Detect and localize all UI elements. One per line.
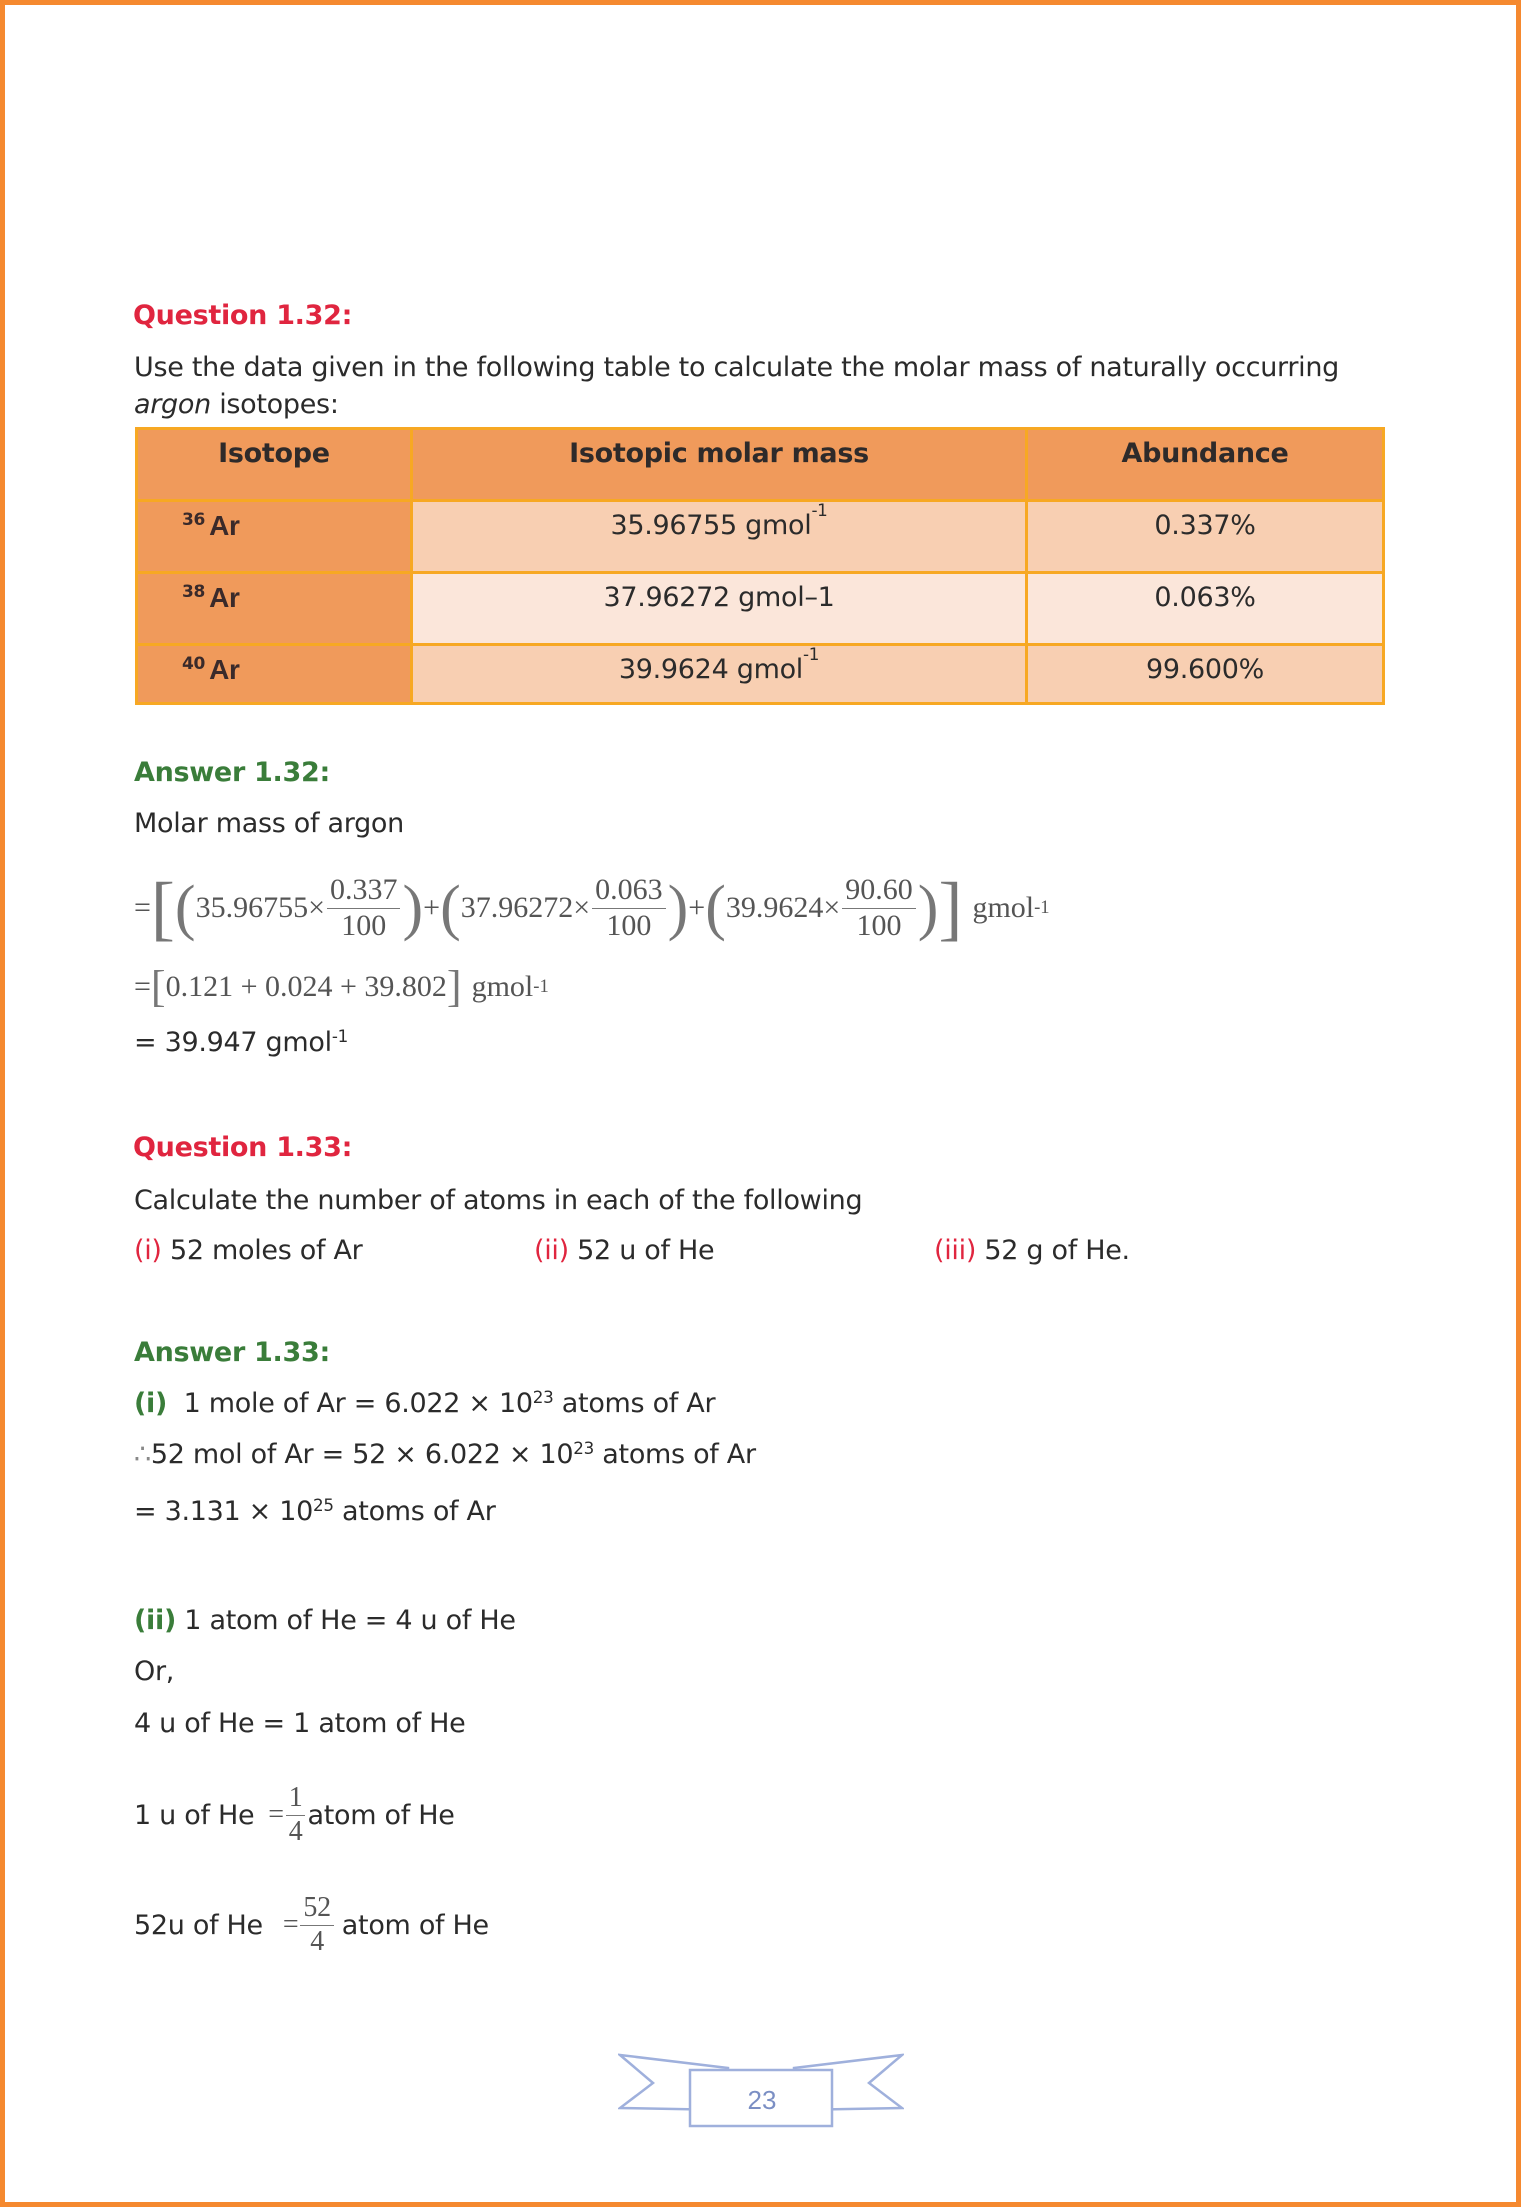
answer-1-33-ii-line5 bbox=[134, 1885, 489, 1965]
denominator: 100 bbox=[341, 908, 387, 942]
part-label: (iii) bbox=[934, 1235, 977, 1266]
term2-fraction bbox=[592, 873, 666, 943]
numerator: 90.60 bbox=[842, 873, 916, 909]
mass-number: 36 bbox=[182, 510, 206, 530]
times-sign: × bbox=[823, 891, 841, 924]
page-number: 23 bbox=[747, 2085, 777, 2115]
result-exponent: -1 bbox=[331, 1025, 348, 1046]
molar-mass-value: 37.96272 gmol–1 bbox=[603, 582, 835, 613]
fraction-one-quarter bbox=[286, 1782, 306, 1847]
line-text: 52 mol of Ar = 52 × 6.022 × 10 bbox=[150, 1439, 574, 1470]
table-row-3-isotope bbox=[138, 646, 410, 702]
term3-fraction bbox=[842, 873, 916, 943]
table-row-2-abundance: 0.063% bbox=[1028, 574, 1382, 643]
unit: gmol bbox=[471, 970, 534, 1003]
term2-mass: 37.96272 bbox=[460, 891, 574, 924]
fraction-52-over-4 bbox=[300, 1892, 333, 1957]
plus-sign: + bbox=[423, 891, 441, 924]
answer-1-33-ii-line3: 4 u of He = 1 atom of He bbox=[134, 1708, 466, 1739]
exponent: 23 bbox=[573, 1437, 594, 1458]
part-text: 52 g of He. bbox=[976, 1235, 1130, 1266]
answer-1-33-i-line2 bbox=[134, 1439, 756, 1470]
answer-1-33-heading: Answer 1.33: bbox=[134, 1337, 330, 1368]
numerator: 1 bbox=[286, 1782, 306, 1815]
open-bracket: [ bbox=[150, 962, 166, 1011]
table-header-isotope: Isotope bbox=[138, 430, 410, 499]
table-row-1-abundance: 0.337% bbox=[1028, 502, 1382, 571]
table-header-abundance: Abundance bbox=[1028, 430, 1382, 499]
equals-sign: = bbox=[134, 970, 151, 1003]
denominator: 4 bbox=[288, 1815, 303, 1847]
table-row-3-molar-mass: 39.9624 gmol -1 bbox=[413, 646, 1025, 702]
table-row-2-molar-mass bbox=[413, 574, 1025, 643]
numerator: 52 bbox=[300, 1892, 333, 1925]
question-1-33-heading: Question 1.33: bbox=[133, 1132, 353, 1163]
table-header-molar-mass: Isotopic molar mass bbox=[413, 430, 1025, 499]
numerator: 0.337 bbox=[327, 873, 401, 909]
molar-mass-value: 39.9624 gmol bbox=[618, 654, 803, 685]
close-paren: ) bbox=[667, 874, 689, 942]
sum-terms: 0.121 + 0.024 + 39.802 bbox=[165, 970, 447, 1003]
line-text: 1 mole of Ar = 6.022 × 10 bbox=[167, 1388, 533, 1419]
question-1-33-part-ii bbox=[534, 1235, 714, 1266]
line-text: 1 u of He bbox=[134, 1799, 255, 1831]
term3-mass: 39.9624 bbox=[725, 891, 824, 924]
question-1-32-text-line2 bbox=[134, 389, 339, 420]
exponent: 23 bbox=[532, 1386, 554, 1407]
molar-mass-value: 35.96755 gmol bbox=[610, 510, 812, 541]
line-text: atom of He bbox=[307, 1799, 455, 1831]
term1-mass: 35.96755 bbox=[195, 891, 309, 924]
open-paren: ( bbox=[174, 874, 196, 942]
answer-1-32-line1: Molar mass of argon bbox=[134, 808, 404, 839]
part-text: 52 moles of Ar bbox=[161, 1235, 363, 1266]
element-symbol: Ar bbox=[209, 654, 240, 685]
answer-1-32-result bbox=[134, 1027, 348, 1058]
isotope-table bbox=[135, 427, 1385, 705]
times-sign: × bbox=[308, 891, 325, 924]
line-text: atoms of Ar bbox=[553, 1388, 716, 1419]
times-sign: × bbox=[573, 891, 591, 924]
close-paren: ) bbox=[402, 874, 424, 942]
open-paren: ( bbox=[705, 874, 726, 942]
exponent: 25 bbox=[313, 1494, 334, 1515]
result-value: = 39.947 gmol bbox=[134, 1027, 332, 1058]
sum-equation: = [ 0.121 + 0.024 + 39.802 ] gmol -1 bbox=[134, 962, 549, 1011]
table-row-1-isotope bbox=[138, 502, 410, 571]
line-text: 1 atom of He = 4 u of He bbox=[176, 1605, 516, 1636]
open-paren: ( bbox=[440, 874, 461, 942]
close-bracket: ] bbox=[446, 962, 462, 1011]
part-text: 52 u of He bbox=[568, 1235, 715, 1266]
close-bracket: ] bbox=[938, 868, 963, 948]
line-text: atoms of Ar bbox=[333, 1496, 496, 1527]
part-label: (ii) bbox=[534, 1235, 569, 1266]
question-1-33-part-iii bbox=[934, 1235, 1130, 1266]
part-label: (ii) bbox=[134, 1605, 176, 1636]
table-row-3-abundance: 99.600% bbox=[1028, 646, 1382, 702]
answer-1-33-ii-line1 bbox=[134, 1605, 516, 1636]
denominator: 4 bbox=[310, 1925, 324, 1957]
open-bracket: [ bbox=[150, 868, 175, 948]
numerator: 0.063 bbox=[592, 873, 666, 909]
line-text: 52u of He bbox=[134, 1909, 263, 1941]
therefore-symbol: ∴ bbox=[134, 1439, 151, 1470]
table-row-1-molar-mass: 35.96755 gmol -1 bbox=[413, 502, 1025, 571]
unit: gmol bbox=[972, 891, 1035, 924]
table-row-2-isotope bbox=[138, 574, 410, 643]
answer-1-33-ii-line2: Or, bbox=[134, 1656, 175, 1687]
close-paren: ) bbox=[917, 874, 939, 942]
element-symbol: Ar bbox=[209, 510, 240, 541]
answer-1-33-i-line1 bbox=[134, 1388, 715, 1419]
question-1-33-part-i bbox=[134, 1235, 362, 1266]
line-text: = 3.131 × 10 bbox=[134, 1496, 314, 1527]
denominator: 100 bbox=[856, 908, 902, 942]
plus-sign: + bbox=[688, 891, 706, 924]
question-1-33-text: Calculate the number of atoms in each of the following bbox=[134, 1185, 863, 1216]
mass-number: 40 bbox=[182, 654, 206, 674]
line-text: atoms of Ar bbox=[594, 1439, 756, 1470]
equals-sign: = bbox=[134, 891, 151, 924]
answer-1-33-i-line3 bbox=[134, 1496, 496, 1527]
answer-1-33-ii-line4 bbox=[134, 1775, 455, 1855]
question-1-32-text-line1: Use the data given in the following table to calculate the molar mass of naturally occurring bbox=[134, 352, 1340, 383]
molar-mass-equation: = [ ( 35.96755 × $\frac{0.337}{100}$ ) + ( 37.96272 × $\frac{0.063}{100}$ ) + ( 39.9624 × $\frac{90.60}{100}$ ) ] gmol -1 bbox=[134, 868, 1050, 948]
isotopes-text: isotopes: bbox=[210, 389, 339, 420]
line-text: atom of He bbox=[341, 1909, 489, 1941]
question-1-32-heading: Question 1.32: bbox=[133, 300, 353, 331]
part-label: (i) bbox=[134, 1235, 162, 1266]
equals-sign: = bbox=[282, 1909, 299, 1940]
part-label: (i) bbox=[134, 1388, 168, 1419]
mass-number: 38 bbox=[182, 582, 206, 602]
equals-sign: = bbox=[268, 1799, 284, 1830]
term1-fraction bbox=[327, 873, 401, 943]
element-symbol: Ar bbox=[209, 582, 240, 613]
argon-italic: argon bbox=[134, 389, 211, 420]
denominator: 100 bbox=[606, 908, 652, 942]
answer-1-32-heading: Answer 1.32: bbox=[134, 757, 330, 788]
